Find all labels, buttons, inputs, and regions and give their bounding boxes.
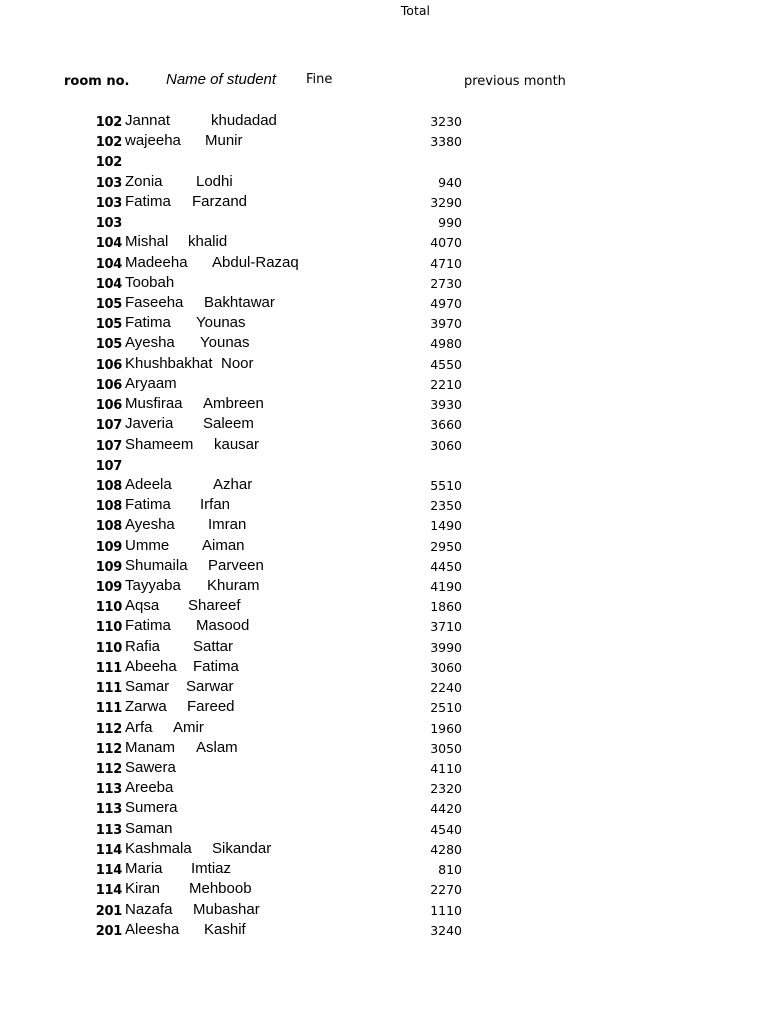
table-row (0, 172, 768, 192)
room-number-cell: 105 (95, 337, 122, 353)
total-cell: 4190 (430, 579, 462, 595)
first-name-cell: Javeria (125, 415, 174, 433)
last-name-cell: Munir (205, 132, 243, 150)
room-number-cell: 114 (95, 842, 122, 858)
room-number-cell: 104 (95, 236, 122, 252)
first-name-cell: Maria (125, 860, 163, 878)
table-row (0, 151, 768, 171)
first-name-cell: Shameem (125, 435, 194, 453)
header-room-no: room no. (64, 74, 130, 89)
total-cell: 1110 (430, 902, 462, 918)
last-name-cell: Khuram (207, 577, 260, 595)
total-cell: 3990 (430, 639, 462, 655)
header-total: Total (400, 3, 430, 18)
table-row (0, 475, 768, 495)
table-row (0, 374, 768, 394)
table-row (0, 819, 768, 839)
table-row (0, 131, 768, 151)
total-cell: 2350 (430, 498, 462, 514)
first-name-cell: Areeba (125, 779, 174, 797)
total-cell: 3290 (430, 194, 462, 210)
table-row (0, 596, 768, 616)
room-number-cell: 111 (95, 701, 122, 717)
first-name-cell: Sawera (125, 759, 176, 776)
room-number-cell: 103 (95, 195, 122, 211)
total-cell: 1960 (430, 720, 462, 736)
first-name-cell: Madeeha (125, 253, 188, 271)
last-name-cell: Bakhtawar (204, 293, 275, 311)
first-name-cell: Ayesha (125, 516, 175, 534)
table-row (0, 718, 768, 738)
header-fine: Fine (306, 72, 333, 87)
total-cell: 4420 (430, 801, 462, 817)
table-row (0, 212, 768, 232)
last-name-cell: Sattar (193, 637, 234, 655)
room-number-cell: 110 (95, 620, 122, 636)
total-cell: 3060 (430, 659, 462, 675)
first-name-cell: Kashmala (125, 839, 192, 857)
table-row (0, 515, 768, 535)
last-name-cell: Imran (208, 516, 247, 534)
table-row (0, 293, 768, 313)
last-name-cell: Aiman (202, 536, 245, 554)
last-name-cell: Abdul-Razaq (212, 253, 299, 271)
table-row (0, 253, 768, 273)
room-number-cell: 109 (95, 559, 122, 575)
room-number-cell: 105 (95, 317, 122, 333)
room-number-cell: 106 (95, 357, 122, 373)
table-row (0, 495, 768, 515)
room-number-cell: 103 (95, 175, 122, 191)
room-number-cell: 105 (95, 296, 122, 312)
first-name-cell: Fatima (125, 496, 171, 514)
last-name-cell: Younas (200, 334, 250, 352)
last-name-cell: Aslam (196, 738, 238, 756)
last-name-cell: Amir (173, 718, 204, 736)
table-row (0, 637, 768, 657)
first-name-cell: Fatima (125, 314, 171, 332)
last-name-cell: Farzand (192, 192, 248, 210)
last-name-cell: Younas (196, 314, 246, 332)
last-name-cell: khudadad (211, 112, 277, 129)
total-cell: 3710 (430, 619, 462, 635)
total-cell: 4980 (430, 336, 462, 352)
room-number-cell: 110 (95, 640, 122, 656)
room-number-cell: 114 (95, 863, 122, 879)
room-number-cell: 112 (95, 762, 122, 777)
total-cell: 4970 (430, 295, 462, 311)
room-number-cell: 103 (95, 216, 122, 232)
room-number-cell: 107 (95, 458, 122, 474)
last-name-cell: Fatima (193, 657, 239, 675)
room-number-cell: 114 (95, 883, 122, 899)
total-cell: 4280 (430, 841, 462, 857)
room-number-cell: 102 (95, 135, 122, 151)
header-previous-month: previous month (464, 74, 566, 89)
table-row (0, 738, 768, 758)
last-name-cell: Kashif (204, 920, 246, 938)
table-row (0, 414, 768, 434)
total-cell: 2730 (430, 275, 462, 291)
total-cell: 4710 (430, 255, 462, 271)
total-cell: 3930 (430, 397, 462, 413)
last-name-cell: Mehboob (189, 880, 252, 898)
table-row (0, 677, 768, 697)
first-name-cell: Ayesha (125, 334, 175, 352)
last-name-cell: Masood (196, 617, 250, 635)
first-name-cell: Faseeha (125, 293, 184, 311)
first-name-cell: Khushbakhat (125, 354, 213, 372)
total-cell: 1490 (430, 518, 462, 534)
table-row (0, 697, 768, 717)
total-cell: 5510 (430, 477, 462, 493)
room-number-cell: 108 (95, 519, 122, 535)
table-row (0, 839, 768, 859)
room-number-cell: 113 (95, 822, 122, 838)
table-row (0, 354, 768, 374)
room-number-cell: 102 (95, 115, 122, 130)
total-cell: 990 (438, 215, 462, 231)
table-row (0, 394, 768, 414)
table-row (0, 900, 768, 920)
last-name-cell: kausar (214, 435, 260, 453)
room-number-cell: 201 (95, 903, 122, 919)
table-row (0, 657, 768, 677)
last-name-cell: Mubashar (193, 900, 260, 918)
table-row (0, 273, 768, 293)
last-name-cell: Parveen (208, 556, 264, 574)
table-row (0, 778, 768, 798)
total-cell: 3970 (430, 316, 462, 332)
last-name-cell: Ambreen (203, 395, 264, 413)
first-name-cell: Kiran (125, 880, 161, 898)
total-cell: 3050 (430, 740, 462, 756)
total-cell: 2510 (430, 700, 462, 716)
first-name-cell: Saman (125, 819, 173, 837)
total-cell: 1860 (430, 599, 462, 615)
header-name-of-student: Name of student (166, 71, 277, 88)
last-name-cell: Lodhi (196, 172, 233, 190)
last-name-cell: Imtiaz (191, 860, 232, 878)
table-row (0, 192, 768, 212)
first-name-cell: Arfa (125, 718, 153, 736)
table-row (0, 333, 768, 353)
first-name-cell: Fatima (125, 192, 171, 210)
total-cell: 4450 (430, 558, 462, 574)
total-cell: 3380 (430, 134, 462, 150)
total-cell: 3060 (430, 437, 462, 453)
table-row (0, 536, 768, 556)
total-cell: 4070 (430, 235, 462, 251)
room-number-cell: 112 (95, 741, 122, 757)
total-cell: 2950 (430, 538, 462, 554)
total-cell: 2210 (430, 376, 462, 392)
first-name-cell: Zonia (125, 172, 163, 190)
first-name-cell: Shumaila (125, 556, 188, 574)
last-name-cell: Fareed (187, 698, 235, 716)
first-name-cell: Aleesha (125, 920, 180, 938)
total-cell: 2320 (430, 781, 462, 797)
total-cell: 4550 (430, 356, 462, 372)
table-row (0, 758, 768, 778)
table-row (0, 111, 768, 131)
first-name-cell: Toobah (125, 273, 175, 291)
total-cell: 3660 (430, 417, 462, 433)
room-number-cell: 104 (95, 276, 122, 292)
table-row (0, 232, 768, 252)
first-name-cell: Tayyaba (125, 577, 181, 595)
last-name-cell: Shareef (188, 597, 241, 615)
first-name-cell: Mishal (125, 233, 169, 251)
first-name-cell: Umme (125, 536, 170, 554)
room-number-cell: 106 (95, 377, 122, 393)
first-name-cell: Musfiraa (125, 395, 183, 413)
table-row (0, 556, 768, 576)
room-number-cell: 108 (95, 499, 122, 515)
first-name-cell: Samar (125, 678, 170, 696)
room-number-cell: 113 (95, 782, 122, 798)
total-cell: 4540 (430, 821, 462, 837)
first-name-cell: Aryaam (125, 374, 177, 392)
room-number-cell: 104 (95, 256, 122, 272)
room-number-cell: 111 (95, 660, 122, 676)
last-name-cell: Azhar (213, 475, 253, 493)
table-row (0, 455, 768, 475)
first-name-cell: Rafia (125, 637, 161, 655)
first-name-cell: wajeeha (125, 132, 181, 150)
table-row (0, 859, 768, 879)
first-name-cell: Nazafa (125, 900, 173, 918)
total-cell: 2270 (430, 882, 462, 898)
first-name-cell: Aqsa (125, 597, 160, 615)
room-number-cell: 107 (95, 418, 122, 434)
last-name-cell: Irfan (200, 496, 231, 514)
first-name-cell: Zarwa (125, 698, 167, 716)
first-name-cell: Fatima (125, 617, 171, 635)
room-number-cell: 112 (95, 721, 122, 737)
last-name-cell: Sikandar (212, 839, 272, 857)
first-name-cell: Jannat (125, 112, 171, 129)
room-number-cell: 107 (95, 438, 122, 454)
total-cell: 2240 (430, 680, 462, 696)
last-name-cell: Sarwar (186, 678, 234, 696)
student-table-body (0, 111, 768, 940)
table-row (0, 879, 768, 899)
table-row (0, 576, 768, 596)
room-number-cell: 102 (95, 155, 122, 171)
last-name-cell: Saleem (203, 415, 254, 433)
total-cell: 810 (438, 862, 462, 878)
last-name-cell: Noor (221, 354, 254, 372)
first-name-cell: Sumera (125, 799, 178, 817)
last-name-cell: khalid (188, 233, 228, 251)
table-row (0, 920, 768, 940)
first-name-cell: Abeeha (125, 657, 177, 675)
room-number-cell: 106 (95, 398, 122, 414)
table-row (0, 435, 768, 455)
total-cell: 3240 (430, 922, 462, 938)
table-row (0, 798, 768, 818)
total-cell: 4110 (430, 761, 462, 776)
room-number-cell: 108 (95, 478, 122, 494)
room-number-cell: 109 (95, 580, 122, 596)
room-number-cell: 201 (95, 923, 122, 939)
room-number-cell: 113 (95, 802, 122, 818)
room-number-cell: 110 (95, 600, 122, 616)
room-number-cell: 111 (95, 681, 122, 697)
room-number-cell: 109 (95, 539, 122, 555)
first-name-cell: Manam (125, 738, 176, 756)
total-cell: 3230 (430, 114, 462, 129)
total-cell: 940 (438, 174, 462, 190)
first-name-cell: Adeela (125, 475, 172, 493)
table-row (0, 616, 768, 636)
table-row (0, 313, 768, 333)
